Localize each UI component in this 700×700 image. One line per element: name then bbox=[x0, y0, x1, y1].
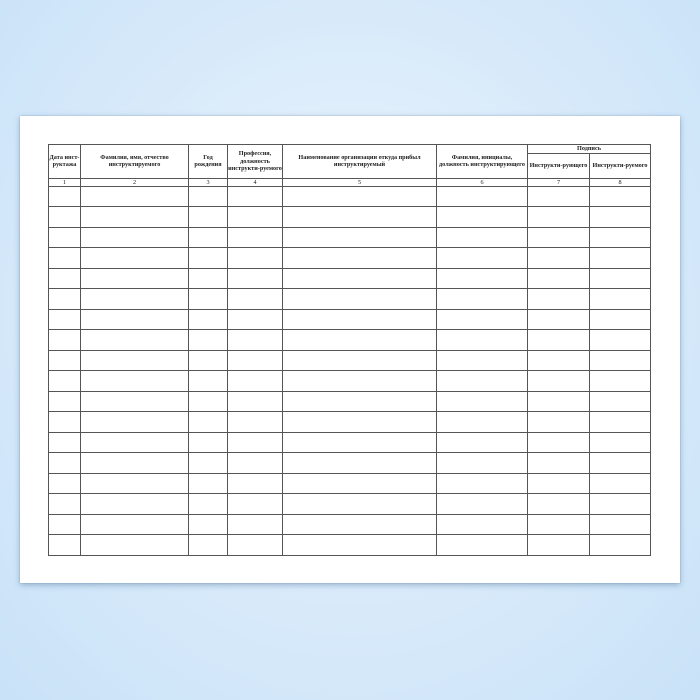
table-cell bbox=[49, 494, 81, 515]
table-cell bbox=[590, 514, 651, 535]
table-cell bbox=[437, 412, 528, 433]
table-cell bbox=[283, 186, 437, 207]
header-profession: Профессия, должность инструкти-руемого bbox=[228, 145, 283, 179]
table-cell bbox=[228, 371, 283, 392]
table-cell bbox=[228, 330, 283, 351]
table-cell bbox=[189, 494, 228, 515]
column-number: 2 bbox=[81, 178, 189, 186]
table-cell bbox=[189, 268, 228, 289]
table-cell bbox=[81, 453, 189, 474]
table-cell bbox=[437, 289, 528, 310]
header-signature: Подпись bbox=[528, 145, 651, 154]
table-cell bbox=[437, 494, 528, 515]
table-cell bbox=[81, 350, 189, 371]
table-cell bbox=[528, 309, 590, 330]
table-row bbox=[49, 248, 651, 269]
table-cell bbox=[590, 371, 651, 392]
table-cell bbox=[437, 227, 528, 248]
table-cell bbox=[189, 330, 228, 351]
header-fio: Фамилия, имя, отчество инструктируемого bbox=[81, 145, 189, 179]
column-number: 6 bbox=[437, 178, 528, 186]
table-cell bbox=[283, 535, 437, 556]
table-cell bbox=[189, 371, 228, 392]
table-cell bbox=[49, 453, 81, 474]
table-cell bbox=[437, 535, 528, 556]
table-row bbox=[49, 350, 651, 371]
table-cell bbox=[189, 391, 228, 412]
table-cell bbox=[437, 514, 528, 535]
table-cell bbox=[528, 391, 590, 412]
table-cell bbox=[590, 289, 651, 310]
column-number: 4 bbox=[228, 178, 283, 186]
table-cell bbox=[189, 412, 228, 433]
table-cell bbox=[590, 350, 651, 371]
table-cell bbox=[81, 412, 189, 433]
table-cell bbox=[228, 207, 283, 228]
table-cell bbox=[283, 248, 437, 269]
table-cell bbox=[228, 186, 283, 207]
table-cell bbox=[189, 453, 228, 474]
table-row bbox=[49, 412, 651, 433]
header-birth-year: Год рождения bbox=[189, 145, 228, 179]
table-cell bbox=[81, 535, 189, 556]
table-cell bbox=[49, 207, 81, 228]
table-cell bbox=[590, 432, 651, 453]
table-cell bbox=[283, 227, 437, 248]
column-number: 3 bbox=[189, 178, 228, 186]
table-cell bbox=[437, 391, 528, 412]
column-number: 7 bbox=[528, 178, 590, 186]
header-date: Дата инст-руктажа bbox=[49, 145, 81, 179]
table-cell bbox=[437, 432, 528, 453]
table-cell bbox=[228, 514, 283, 535]
table-cell bbox=[228, 494, 283, 515]
table-cell bbox=[189, 535, 228, 556]
table-cell bbox=[49, 248, 81, 269]
table-cell bbox=[437, 268, 528, 289]
table-cell bbox=[590, 391, 651, 412]
column-number: 8 bbox=[590, 178, 651, 186]
table-cell bbox=[228, 473, 283, 494]
table-cell bbox=[81, 289, 189, 310]
table-cell bbox=[81, 473, 189, 494]
table-cell bbox=[590, 330, 651, 351]
table-row bbox=[49, 186, 651, 207]
table-cell bbox=[49, 432, 81, 453]
table-cell bbox=[437, 309, 528, 330]
table-cell bbox=[228, 391, 283, 412]
table-cell bbox=[49, 391, 81, 412]
table-cell bbox=[437, 350, 528, 371]
table-cell bbox=[528, 432, 590, 453]
table-cell bbox=[528, 207, 590, 228]
table-cell bbox=[528, 473, 590, 494]
table-cell bbox=[49, 514, 81, 535]
table-cell bbox=[49, 371, 81, 392]
table-cell bbox=[49, 330, 81, 351]
table-cell bbox=[81, 186, 189, 207]
table-cell bbox=[189, 350, 228, 371]
table-row bbox=[49, 227, 651, 248]
table-cell bbox=[437, 453, 528, 474]
table-cell bbox=[590, 268, 651, 289]
table-cell bbox=[49, 309, 81, 330]
table-cell bbox=[528, 227, 590, 248]
table-cell bbox=[528, 186, 590, 207]
table-row bbox=[49, 330, 651, 351]
table-cell bbox=[228, 248, 283, 269]
table-cell bbox=[228, 289, 283, 310]
table-cell bbox=[81, 268, 189, 289]
table-cell bbox=[81, 248, 189, 269]
table-cell bbox=[189, 186, 228, 207]
table-cell bbox=[437, 207, 528, 228]
table-cell bbox=[283, 207, 437, 228]
header-row-top bbox=[49, 145, 651, 154]
table-cell bbox=[283, 289, 437, 310]
table-cell bbox=[590, 248, 651, 269]
header-instructor: Фамилия, инициалы, должность инструктирующего bbox=[437, 145, 528, 179]
table-cell bbox=[590, 453, 651, 474]
table-cell bbox=[49, 473, 81, 494]
table-cell bbox=[283, 514, 437, 535]
table-cell bbox=[590, 186, 651, 207]
table-cell bbox=[528, 371, 590, 392]
table-row bbox=[49, 371, 651, 392]
table-row bbox=[49, 391, 651, 412]
table-cell bbox=[81, 494, 189, 515]
briefing-journal-table bbox=[48, 144, 651, 556]
header-signature-instructor: Инструкти-рующего bbox=[528, 153, 590, 178]
table-cell bbox=[528, 248, 590, 269]
table-cell bbox=[81, 514, 189, 535]
journal-sheet bbox=[20, 116, 680, 583]
table-cell bbox=[528, 412, 590, 433]
table-cell bbox=[49, 268, 81, 289]
table-cell bbox=[49, 289, 81, 310]
table-cell bbox=[228, 432, 283, 453]
table-cell bbox=[228, 453, 283, 474]
table-cell bbox=[189, 309, 228, 330]
table-cell bbox=[437, 330, 528, 351]
column-number: 1 bbox=[49, 178, 81, 186]
table-cell bbox=[49, 227, 81, 248]
table-cell bbox=[283, 453, 437, 474]
table-cell bbox=[590, 535, 651, 556]
table-cell bbox=[283, 412, 437, 433]
table-cell bbox=[49, 535, 81, 556]
table-cell bbox=[189, 432, 228, 453]
table-row bbox=[49, 494, 651, 515]
table-cell bbox=[81, 371, 189, 392]
table-cell bbox=[528, 535, 590, 556]
table-cell bbox=[528, 514, 590, 535]
table-row bbox=[49, 268, 651, 289]
table-cell bbox=[283, 473, 437, 494]
table-cell bbox=[283, 432, 437, 453]
table-cell bbox=[437, 473, 528, 494]
table-cell bbox=[437, 248, 528, 269]
table-cell bbox=[528, 268, 590, 289]
table-cell bbox=[283, 268, 437, 289]
table-cell bbox=[528, 453, 590, 474]
table-cell bbox=[228, 535, 283, 556]
table-cell bbox=[528, 350, 590, 371]
table-cell bbox=[283, 494, 437, 515]
column-number-row bbox=[49, 178, 651, 186]
table-cell bbox=[81, 432, 189, 453]
table-cell bbox=[283, 391, 437, 412]
table-cell bbox=[590, 412, 651, 433]
table-cell bbox=[283, 350, 437, 371]
table-cell bbox=[189, 207, 228, 228]
table-row bbox=[49, 309, 651, 330]
table-cell bbox=[228, 350, 283, 371]
table-cell bbox=[590, 309, 651, 330]
table-cell bbox=[437, 371, 528, 392]
table-row bbox=[49, 432, 651, 453]
table-cell bbox=[81, 391, 189, 412]
table-cell bbox=[81, 330, 189, 351]
table-cell bbox=[189, 289, 228, 310]
table-row bbox=[49, 207, 651, 228]
table-cell bbox=[590, 494, 651, 515]
table-cell bbox=[437, 186, 528, 207]
table-cell bbox=[528, 289, 590, 310]
table-cell bbox=[590, 207, 651, 228]
table-cell bbox=[283, 309, 437, 330]
table-cell bbox=[228, 412, 283, 433]
table-cell bbox=[81, 227, 189, 248]
table-cell bbox=[528, 330, 590, 351]
table-cell bbox=[283, 330, 437, 351]
table-row bbox=[49, 535, 651, 556]
table-cell bbox=[49, 186, 81, 207]
table-cell bbox=[228, 268, 283, 289]
table-cell bbox=[49, 412, 81, 433]
table-row bbox=[49, 473, 651, 494]
table-cell bbox=[228, 309, 283, 330]
table-cell bbox=[528, 494, 590, 515]
header-signature-instructed: Инструкти-руемого bbox=[590, 153, 651, 178]
journal-body bbox=[49, 186, 651, 555]
table-row bbox=[49, 514, 651, 535]
table-cell bbox=[189, 248, 228, 269]
header-organization: Наименование организации откуда прибыл инструктируемый bbox=[283, 145, 437, 179]
table-cell bbox=[189, 473, 228, 494]
table-cell bbox=[189, 227, 228, 248]
table-cell bbox=[283, 371, 437, 392]
column-number: 5 bbox=[283, 178, 437, 186]
table-cell bbox=[189, 514, 228, 535]
table-cell bbox=[228, 227, 283, 248]
table-cell bbox=[81, 207, 189, 228]
table-row bbox=[49, 453, 651, 474]
table-cell bbox=[590, 473, 651, 494]
table-cell bbox=[81, 309, 189, 330]
table-cell bbox=[590, 227, 651, 248]
table-cell bbox=[49, 350, 81, 371]
table-row bbox=[49, 289, 651, 310]
